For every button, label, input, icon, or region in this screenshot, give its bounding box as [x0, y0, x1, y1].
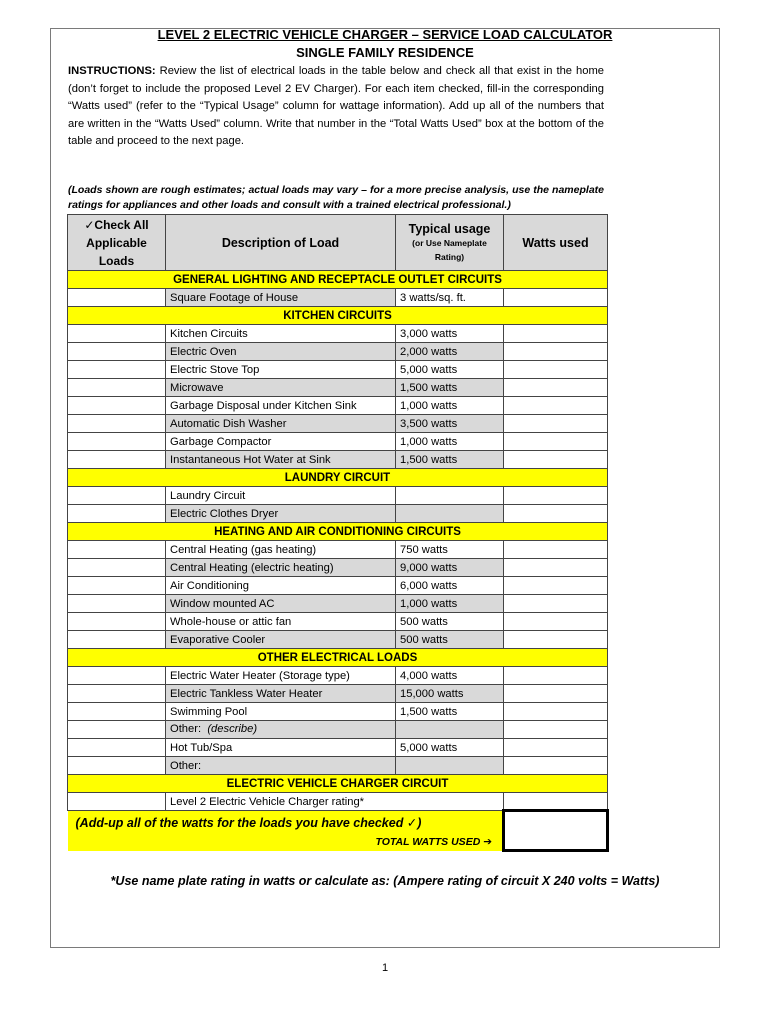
other-describe-hint: (describe): [207, 723, 258, 735]
watts-used-cell[interactable]: [504, 613, 608, 631]
table-row: [68, 559, 608, 577]
table-row: [68, 487, 608, 505]
typical-usage: 500 watts: [396, 613, 504, 631]
watts-used-cell[interactable]: [504, 631, 608, 649]
table-row: [68, 685, 608, 703]
typical-usage: 9,000 watts: [396, 559, 504, 577]
load-description: Electric Clothes Dryer: [166, 505, 396, 523]
load-description: Laundry Circuit: [166, 487, 396, 505]
section-title: KITCHEN CIRCUITS: [68, 307, 608, 325]
table-row: [68, 595, 608, 613]
page-number: 1: [381, 962, 389, 974]
header-watts-column: Watts used: [504, 215, 608, 271]
header-typical-main: Typical usage: [408, 221, 491, 236]
header-typical-column: [396, 215, 504, 271]
load-description: Electric Tankless Water Heater: [166, 685, 396, 703]
header-typical-sub: (or Use Nameplate Rating): [412, 237, 487, 262]
typical-usage: 1,500 watts: [396, 379, 504, 397]
load-description: Air Conditioning: [166, 577, 396, 595]
check-cell[interactable]: [68, 595, 166, 613]
table-header-row: [68, 215, 608, 271]
watts-used-cell[interactable]: [504, 721, 608, 739]
check-cell[interactable]: [68, 325, 166, 343]
load-description-other[interactable]: [166, 721, 396, 739]
table-row: [68, 361, 608, 379]
table-row: [68, 793, 608, 811]
check-cell[interactable]: [68, 397, 166, 415]
watts-used-cell[interactable]: [504, 451, 608, 469]
load-description: Microwave: [166, 379, 396, 397]
typical-usage: 3,500 watts: [396, 415, 504, 433]
load-description: Instantaneous Hot Water at Sink: [166, 451, 396, 469]
check-cell[interactable]: [68, 685, 166, 703]
total-instruction-text: (Add-up all of the watts for the loads you have checked ✓): [75, 815, 422, 830]
check-cell[interactable]: [68, 415, 166, 433]
table-row: [68, 433, 608, 451]
check-cell[interactable]: [68, 361, 166, 379]
instructions-label: INSTRUCTIONS:: [68, 65, 156, 77]
load-description: Electric Oven: [166, 343, 396, 361]
load-description: Kitchen Circuits: [166, 325, 396, 343]
section-hvac: [68, 523, 608, 541]
table-row: [68, 721, 608, 739]
load-description: Square Footage of House: [166, 289, 396, 307]
watts-used-cell[interactable]: [504, 793, 608, 811]
estimate-note: (Loads shown are rough estimates; actual loads may vary – for a more precise analysis, use the nameplate ratings for appliances and other loads and consult with a trained electrical professional.): [68, 184, 604, 211]
load-description: Window mounted AC: [166, 595, 396, 613]
typical-usage: [396, 757, 504, 775]
table-row: [68, 667, 608, 685]
watts-used-cell[interactable]: [504, 505, 608, 523]
typical-usage: 1,000 watts: [396, 397, 504, 415]
watts-used-cell[interactable]: [504, 595, 608, 613]
section-other: [68, 649, 608, 667]
watts-used-cell[interactable]: [504, 415, 608, 433]
load-description: Hot Tub/Spa: [166, 739, 396, 757]
check-cell[interactable]: [68, 505, 166, 523]
typical-usage: 5,000 watts: [396, 739, 504, 757]
section-title: GENERAL LIGHTING AND RECEPTACLE OUTLET CIRCUITS: [68, 271, 608, 289]
watts-used-cell[interactable]: [504, 379, 608, 397]
header-description-column: Description of Load: [166, 215, 396, 271]
watts-used-cell[interactable]: [504, 577, 608, 595]
typical-usage: [396, 721, 504, 739]
typical-usage: 500 watts: [396, 631, 504, 649]
typical-usage: 6,000 watts: [396, 577, 504, 595]
typical-usage: 1,000 watts: [396, 595, 504, 613]
watts-used-cell[interactable]: [504, 397, 608, 415]
check-cell[interactable]: [68, 433, 166, 451]
load-description: Electric Water Heater (Storage type): [166, 667, 396, 685]
load-description: Central Heating (electric heating): [166, 559, 396, 577]
load-description[interactable]: Other:: [166, 757, 396, 775]
load-description: Evaporative Cooler: [166, 631, 396, 649]
total-watts-input[interactable]: [504, 811, 608, 851]
watts-used-cell[interactable]: [504, 703, 608, 721]
check-cell[interactable]: [68, 739, 166, 757]
table-row: [68, 289, 608, 307]
table-row: [68, 451, 608, 469]
check-cell[interactable]: [68, 577, 166, 595]
table-row: [68, 577, 608, 595]
typical-usage: 1,000 watts: [396, 433, 504, 451]
instructions: [68, 63, 604, 151]
check-cell[interactable]: [68, 451, 166, 469]
watts-used-cell[interactable]: [504, 757, 608, 775]
footnote: *Use name plate rating in watts or calculate as: (Ampere rating of circuit X 240 volts = Watts): [110, 874, 660, 888]
check-cell[interactable]: [68, 667, 166, 685]
load-description: Whole-house or attic fan: [166, 613, 396, 631]
load-description: Garbage Disposal under Kitchen Sink: [166, 397, 396, 415]
table-row: [68, 343, 608, 361]
table-row: [68, 739, 608, 757]
load-description: Swimming Pool: [166, 703, 396, 721]
table-row: [68, 415, 608, 433]
watts-used-cell[interactable]: [504, 343, 608, 361]
check-cell[interactable]: [68, 631, 166, 649]
check-cell[interactable]: [68, 613, 166, 631]
typical-usage: 4,000 watts: [396, 667, 504, 685]
section-title: HEATING AND AIR CONDITIONING CIRCUITS: [68, 523, 608, 541]
typical-usage: 1,500 watts: [396, 703, 504, 721]
section-title: ELECTRIC VEHICLE CHARGER CIRCUIT: [68, 775, 608, 793]
watts-used-cell[interactable]: [504, 559, 608, 577]
watts-used-cell[interactable]: [504, 289, 608, 307]
other-label: Other:: [170, 723, 202, 735]
check-cell[interactable]: [68, 343, 166, 361]
load-description: Level 2 Electric Vehicle Charger rating*: [166, 793, 504, 811]
watts-used-cell[interactable]: [504, 667, 608, 685]
watts-used-cell[interactable]: [504, 541, 608, 559]
typical-usage: [396, 487, 504, 505]
page-subtitle: SINGLE FAMILY RESIDENCE: [296, 45, 474, 60]
load-description: Automatic Dish Washer: [166, 415, 396, 433]
load-description: Electric Stove Top: [166, 361, 396, 379]
watts-used-cell[interactable]: [504, 739, 608, 757]
total-row: [68, 811, 608, 851]
typical-usage: 15,000 watts: [396, 685, 504, 703]
table-row: [68, 397, 608, 415]
typical-usage: 2,000 watts: [396, 343, 504, 361]
watts-used-cell[interactable]: [504, 325, 608, 343]
load-description: Garbage Compactor: [166, 433, 396, 451]
instructions-text: Review the list of electrical loads in the table below and check all that exist in the home (don’t forget to include the proposed Level 2 EV Charger). For each item checked, fill-in the corresponding “Watts used” (refer to the “Typical Usage” column for wattage information). Add up all of the numbers that are written in the “Watts Used” column. Write that number in the “Total Watts Used” box at the bottom of the table and proceed to the next page.: [68, 65, 604, 148]
load-description: Central Heating (gas heating): [166, 541, 396, 559]
check-cell[interactable]: [68, 289, 166, 307]
watts-used-cell[interactable]: [504, 487, 608, 505]
header-check-column: ✓Check All Applicable Loads: [68, 215, 166, 271]
check-cell[interactable]: [68, 559, 166, 577]
typical-usage: 1,500 watts: [396, 451, 504, 469]
table-row: [68, 613, 608, 631]
table-row: [68, 505, 608, 523]
page-title: LEVEL 2 ELECTRIC VEHICLE CHARGER – SERVICE LOAD CALCULATOR: [157, 27, 613, 42]
table-row: [68, 631, 608, 649]
section-ev: [68, 775, 608, 793]
watts-used-cell[interactable]: [504, 685, 608, 703]
typical-usage: [396, 505, 504, 523]
section-general: [68, 271, 608, 289]
section-laundry: [68, 469, 608, 487]
load-table: [67, 214, 609, 852]
typical-usage: 5,000 watts: [396, 361, 504, 379]
table-row: [68, 379, 608, 397]
typical-usage: 3 watts/sq. ft.: [396, 289, 504, 307]
typical-usage: 3,000 watts: [396, 325, 504, 343]
check-cell[interactable]: [68, 379, 166, 397]
table-row: [68, 757, 608, 775]
section-title: OTHER ELECTRICAL LOADS: [68, 649, 608, 667]
check-cell[interactable]: [68, 757, 166, 775]
table-row: [68, 703, 608, 721]
check-cell[interactable]: [68, 793, 166, 811]
typical-usage: 750 watts: [396, 541, 504, 559]
total-watts-label: TOTAL WATTS USED ➔: [375, 835, 492, 848]
table-row: [68, 325, 608, 343]
check-cell[interactable]: [68, 487, 166, 505]
section-kitchen: [68, 307, 608, 325]
check-cell[interactable]: [68, 541, 166, 559]
watts-used-cell[interactable]: [504, 433, 608, 451]
check-cell[interactable]: [68, 721, 166, 739]
table-row: [68, 541, 608, 559]
total-instructions: [68, 811, 504, 851]
section-title: LAUNDRY CIRCUIT: [68, 469, 608, 487]
check-cell[interactable]: [68, 703, 166, 721]
watts-used-cell[interactable]: [504, 361, 608, 379]
